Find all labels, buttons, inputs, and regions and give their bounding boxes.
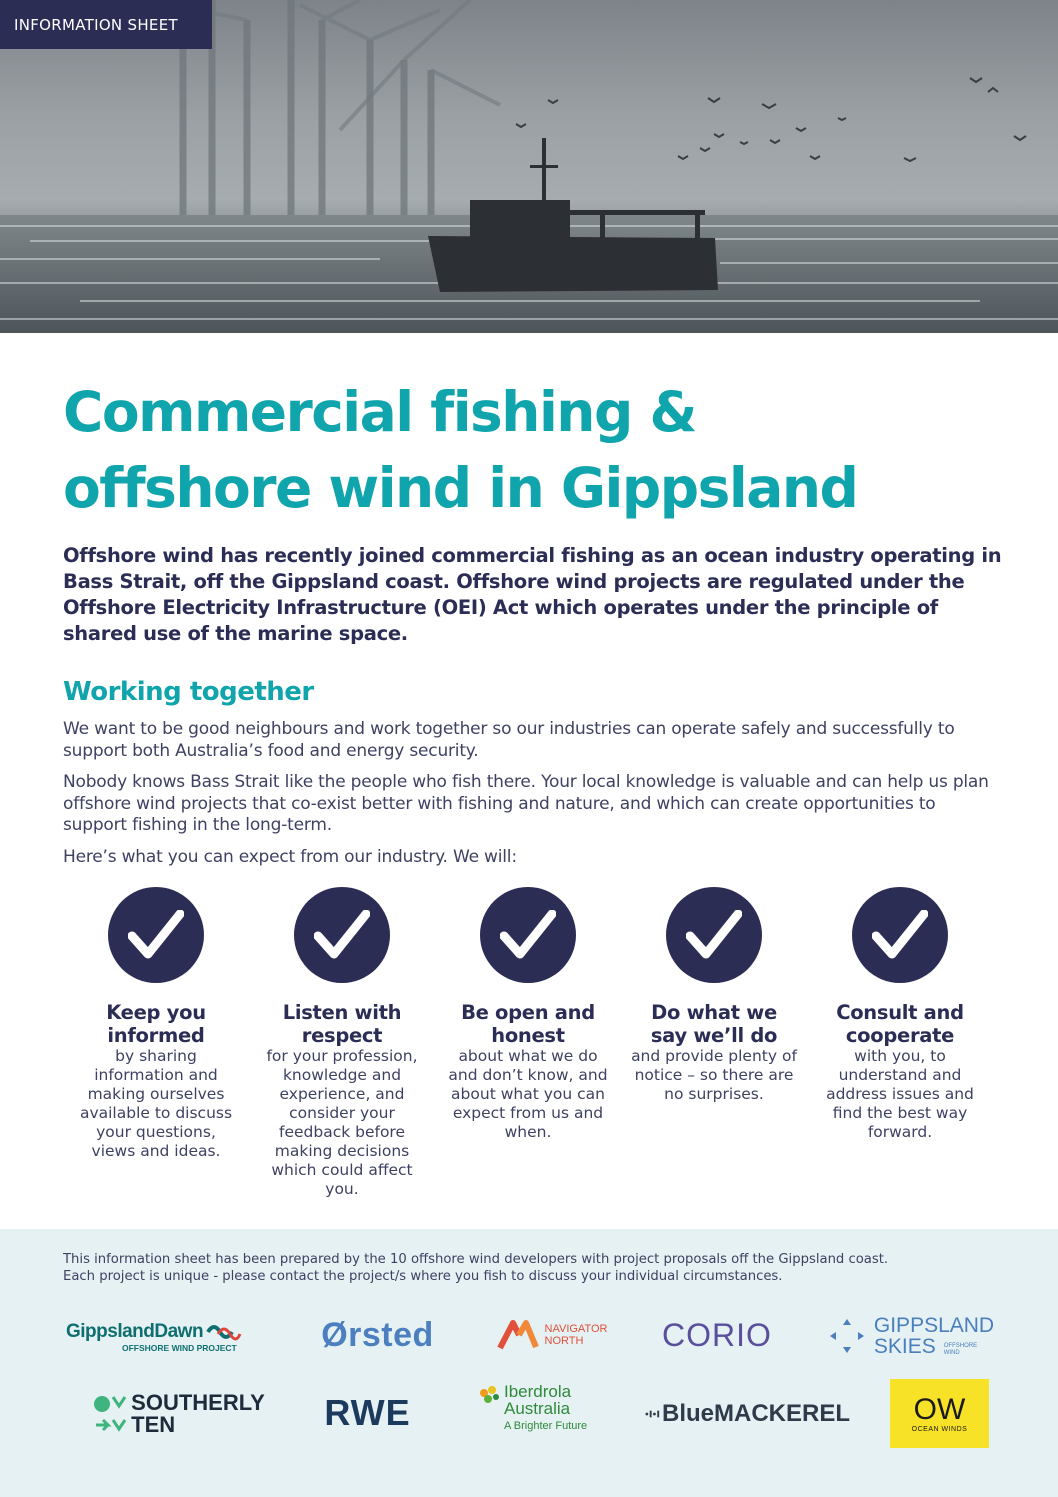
iberdrola-australia-logo: [474, 1383, 604, 1443]
blue-mackerel-part-1: Blue: [661, 1400, 714, 1427]
corio-logo: [655, 1315, 779, 1355]
working-together-paragraph-1: We want to be good neighbours and work together so our industries can operate safely and successfully to support both Australia’s food and energy security.: [63, 719, 955, 761]
ocean-winds-mark: OW: [913, 1393, 966, 1426]
gippsland-skies-line-1: GIPPSLAND: [873, 1314, 995, 1337]
navigator-north-line-1: NAVIGATOR: [544, 1323, 608, 1335]
rwe-wordmark: RWE: [324, 1392, 411, 1433]
compass-star-icon: [828, 1317, 866, 1355]
commitment-title: Do what we say we’ll do: [650, 1001, 778, 1047]
navigator-north-line-2: NORTH: [544, 1335, 584, 1347]
gippsland-skies-line-2: SKIES: [873, 1335, 936, 1358]
commitments-list: [63, 887, 993, 1199]
checkmark-icon: [294, 887, 390, 983]
navigator-north-mark-icon: [497, 1320, 539, 1350]
commitment-title: Keep you informed: [106, 1001, 206, 1047]
commitment-item: [435, 887, 621, 1199]
information-sheet-tag: INFORMATION SHEET: [0, 0, 212, 49]
hero-photo: [0, 0, 1058, 333]
ocean-winds-name: OCEAN WINDS: [911, 1426, 968, 1433]
gippsland-dawn-name: GippslandDawn: [66, 1321, 204, 1342]
footer-note: [63, 1251, 1003, 1285]
blue-mackerel-dots-icon: [645, 1404, 662, 1424]
rwe-logo: [310, 1393, 425, 1433]
commitment-title: Consult and cooperate: [836, 1001, 964, 1047]
iberdrola-line-1: Iberdrola: [504, 1382, 572, 1401]
hero-seascape-illustration: [0, 0, 1058, 333]
checkmark-icon: [666, 887, 762, 983]
commitment-text: about what we do and don’t know, and about what you can expect from us and when.: [448, 1047, 608, 1141]
commitment-text: with you, to understand and address issues and find the best way forward.: [826, 1047, 974, 1141]
footer-note-line-2: Each project is unique - please contact the project/s where you fish to discuss your individual circumstances.: [63, 1269, 783, 1284]
blue-mackerel-part-2: MACKEREL: [714, 1400, 850, 1427]
southerly-ten-line-2: TEN: [131, 1412, 176, 1437]
page-title-line-1: Commercial fishing &: [63, 380, 696, 444]
blue-mackerel-logo: [645, 1395, 850, 1433]
corio-wordmark: CORIO: [662, 1316, 772, 1353]
wave-icon: [206, 1322, 242, 1342]
iberdrola-flower-icon: [474, 1383, 504, 1409]
commitment-item: [63, 887, 249, 1199]
gippsland-dawn-subtitle: OFFSHORE WIND PROJECT: [122, 1343, 237, 1353]
working-together-heading: Working together: [63, 677, 314, 707]
page-title: [63, 374, 1023, 526]
orsted-logo: [310, 1313, 445, 1357]
checkmark-icon: [480, 887, 576, 983]
footer: [0, 1229, 1058, 1497]
gippsland-skies-logo: [825, 1313, 997, 1359]
commitment-item: [249, 887, 435, 1199]
southerly-ten-line-1: SOUTHERLY: [131, 1390, 265, 1415]
gippsland-skies-subtitle: OFFSHORE WIND: [943, 1343, 978, 1356]
iberdrola-line-2: Australia: [504, 1399, 571, 1418]
intro-paragraph: Offshore wind has recently joined commercial fishing as an ocean industry operating in Bass Strait, off the Gippsland coast. Offshore wind projects are regulated under the Offshore Electricity Infrastructure (OEI) Act which operates under the principle of shared use of the marine space.: [63, 544, 1002, 645]
commitment-text: and provide plenty of notice – so there are no surprises.: [631, 1047, 797, 1103]
iberdrola-tagline: A Brighter Future: [504, 1420, 588, 1432]
orsted-wordmark: Ørsted: [321, 1315, 434, 1354]
commitment-item: [807, 887, 993, 1199]
checkmark-icon: [108, 887, 204, 983]
footer-note-line-1: This information sheet has been prepared by the 10 offshore wind developers with project proposals off the Gippsland coast.: [63, 1252, 889, 1267]
working-together-paragraph-3: Here’s what you can expect from our industry. We will:: [63, 847, 517, 867]
ocean-winds-logo: [890, 1379, 989, 1448]
page-title-line-2: offshore wind in Gippsland: [63, 456, 858, 520]
gippsland-dawn-logo: [66, 1317, 266, 1357]
checkmark-icon: [852, 887, 948, 983]
commitment-text: for your profession, knowledge and experience, and consider your feedback before making decisions which could affect you.: [266, 1047, 418, 1198]
commitment-item: [621, 887, 807, 1199]
commitment-text: by sharing information and making ourselves available to discuss your questions, views and ideas.: [79, 1047, 233, 1160]
commitment-title: Be open and honest: [461, 1001, 595, 1047]
navigator-north-logo: [492, 1317, 612, 1353]
southerly-ten-logo: [84, 1391, 274, 1437]
working-together-paragraph-2: Nobody knows Bass Strait like the people who fish there. Your local knowledge is valuable and can help us plan offshore wind projects that co-exist better with fishing and nature, and which can create opportunities to support fishing in the long-term.: [63, 772, 989, 835]
commitment-title: Listen with respect: [282, 1001, 402, 1047]
southerly-ten-mark-icon: [93, 1393, 127, 1435]
